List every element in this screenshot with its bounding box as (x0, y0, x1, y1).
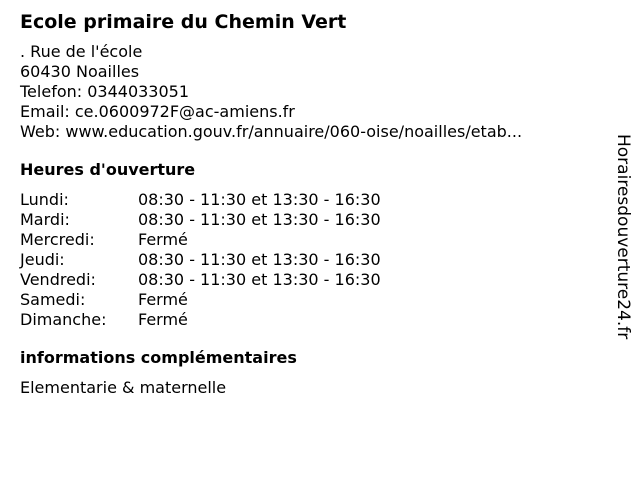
time-value: Fermé (138, 230, 188, 249)
time-value: Fermé (138, 290, 188, 309)
phone-line: Telefon: 0344033051 (20, 82, 190, 101)
day-label: Mardi: (20, 210, 70, 229)
day-label: Jeudi: (20, 250, 65, 269)
school-name-title: Ecole primaire du Chemin Vert (20, 11, 347, 33)
day-label: Dimanche: (20, 310, 107, 329)
email-line: Email: ce.0600972F@ac-amiens.fr (20, 102, 295, 121)
hours-row-vendredi (20, 270, 600, 290)
time-value: 08:30 - 11:30 et 13:30 - 16:30 (138, 210, 381, 229)
day-label: Mercredi: (20, 230, 95, 249)
time-value: 08:30 - 11:30 et 13:30 - 16:30 (138, 270, 381, 289)
additional-info-heading: informations complémentaires (20, 348, 297, 367)
web-line: Web: www.education.gouv.fr/annuaire/060-oise/noailles/etab... (20, 122, 523, 141)
additional-info-text: Elementarie & maternelle (20, 378, 227, 397)
day-label: Lundi: (20, 190, 69, 209)
hours-row-dimanche (20, 310, 600, 330)
school-info-card (20, 10, 600, 398)
hours-row-mercredi (20, 230, 600, 250)
site-brand-vertical: Horairesdouverture24.fr (613, 134, 633, 340)
city-postcode: 60430 Noailles (20, 62, 140, 81)
day-label: Vendredi: (20, 270, 96, 289)
time-value: 08:30 - 11:30 et 13:30 - 16:30 (138, 190, 381, 209)
hours-row-mardi (20, 210, 600, 230)
hours-row-lundi (20, 190, 600, 210)
opening-hours-heading: Heures d'ouverture (20, 160, 196, 179)
day-label: Samedi: (20, 290, 86, 309)
time-value: 08:30 - 11:30 et 13:30 - 16:30 (138, 250, 381, 269)
hours-row-jeudi (20, 250, 600, 270)
street-address: . Rue de l'école (20, 42, 143, 61)
hours-row-samedi (20, 290, 600, 310)
time-value: Fermé (138, 310, 188, 329)
opening-hours-table (20, 190, 600, 330)
